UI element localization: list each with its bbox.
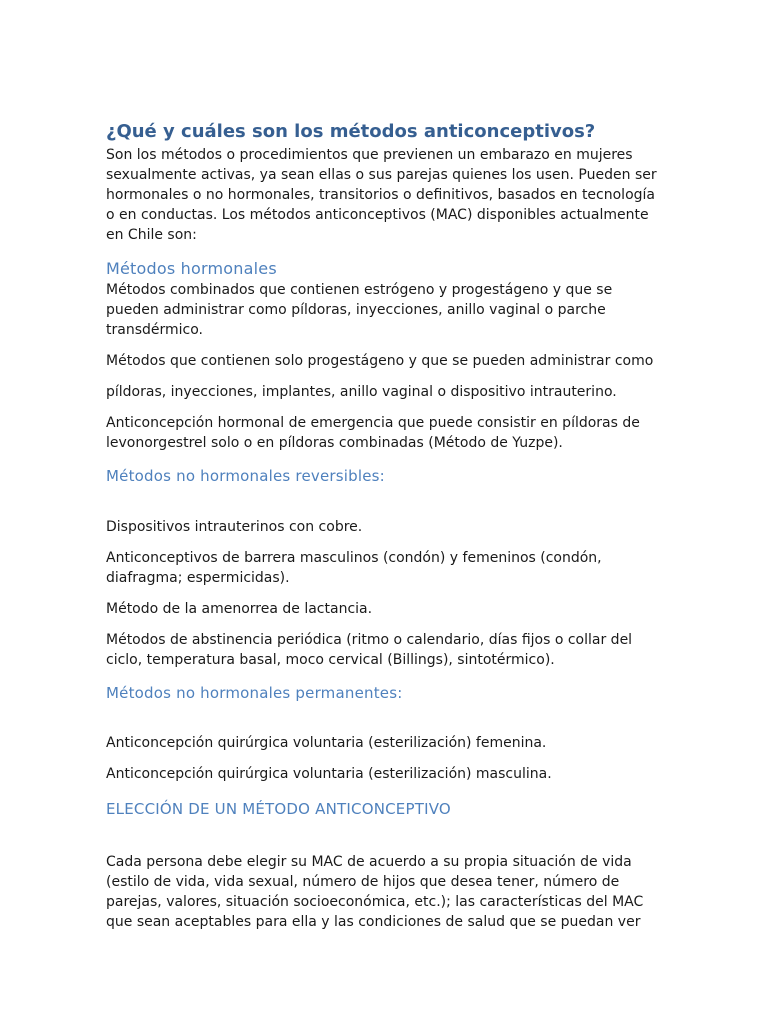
paragraph-copper-iud: Dispositivos intrauterinos con cobre.: [106, 519, 363, 535]
paragraph-periodic-abstinence: Métodos de abstinencia periódica (ritmo o calendario, días fijos o collar del ciclo, temperatura basal, moco cervical (Billings), sintotérmico).: [106, 632, 633, 668]
paragraph-male-sterilization: Anticoncepción quirúrgica voluntaria (esterilización) masculina.: [106, 766, 552, 782]
paragraph-female-sterilization: Anticoncepción quirúrgica voluntaria (esterilización) femenina.: [106, 735, 547, 751]
paragraph-progestagen-forms: píldoras, inyecciones, implantes, anillo vaginal o dispositivo intrauterino.: [106, 384, 617, 400]
heading-method-choice: ELECCIÓN DE UN MÉTODO ANTICONCEPTIVO: [106, 800, 451, 818]
heading-hormonal-methods: Métodos hormonales: [106, 259, 277, 278]
paragraph-barrier-methods: Anticonceptivos de barrera masculinos (condón) y femeninos (condón, diafragma; espermicidas).: [106, 550, 602, 586]
intro-paragraph: Son los métodos o procedimientos que previenen un embarazo en mujeres sexualmente activas, ya sean ellas o sus parejas quienes los usen. Pueden ser hormonales o no hormonales, transitorios o definitivos, basados en tecnología o en conductas. Los métodos anticonceptivos (MAC) disponibles actualmente en Chile son:: [106, 147, 657, 243]
page-title: ¿Qué y cuáles son los métodos anticonceptivos?: [106, 121, 596, 142]
heading-permanent-methods: Métodos no hormonales permanentes:: [106, 684, 403, 702]
paragraph-emergency-contraception: Anticoncepción hormonal de emergencia que puede consistir en píldoras de levonorgestrel solo o en píldoras combinadas (Método de Yuzpe).: [106, 415, 640, 451]
paragraph-combined-methods: Métodos combinados que contienen estrógeno y progestágeno y que se pueden administrar como píldoras, inyecciones, anillo vaginal o parche transdérmico.: [106, 282, 613, 338]
heading-reversible-methods: Métodos no hormonales reversibles:: [106, 467, 385, 485]
paragraph-lactation-amenorrhea: Método de la amenorrea de lactancia.: [106, 601, 373, 617]
paragraph-method-choice: Cada persona debe elegir su MAC de acuerdo a su propia situación de vida (estilo de vida, vida sexual, número de hijos que desea tener, número de parejas, valores, situación socioeconómica, etc.); las características del MAC que sean aceptables para ella y las condiciones de salud que se puedan ver: [106, 854, 644, 930]
paragraph-progestagen-methods: Métodos que contienen solo progestágeno y que se pueden administrar como: [106, 353, 654, 369]
document-page: [106, 119, 666, 932]
